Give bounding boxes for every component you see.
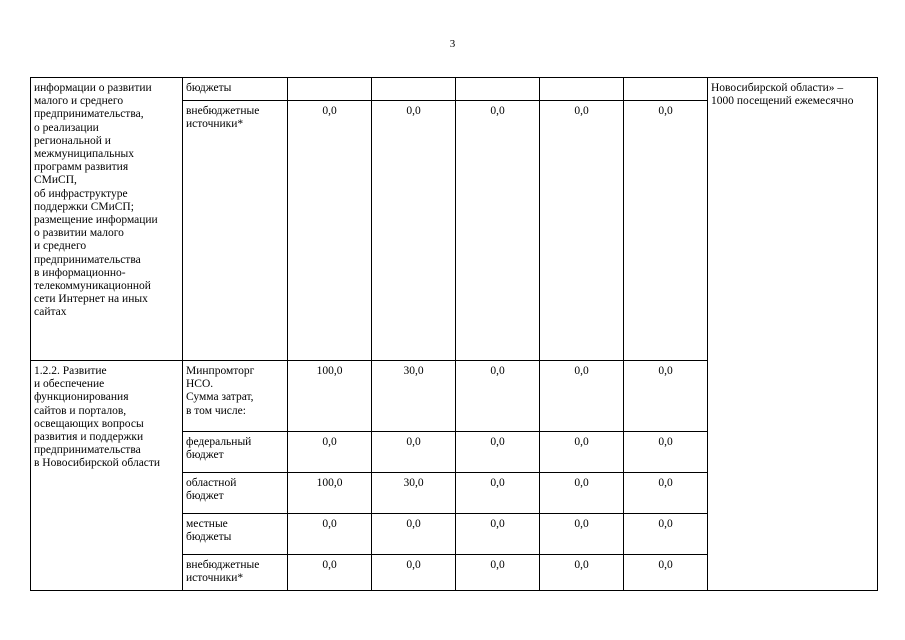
value-cell: 0,0 [624,361,708,432]
value-cell: 0,0 [456,101,540,361]
value-cell: 30,0 [372,361,456,432]
funding-source-cell: внебюджетные источники* [183,555,288,591]
value-cell: 0,0 [624,101,708,361]
value-cell: 100,0 [288,361,372,432]
goal-cell: Новосибирской области» – 1000 посещений ежемесячно [708,78,878,591]
funding-source-cell: местные бюджеты [183,514,288,555]
value-cell [456,78,540,101]
value-cell: 0,0 [540,555,624,591]
funding-source-cell: федеральный бюджет [183,432,288,473]
activity-cell: информации о развитии малого и среднего предпринимательства, о реализации региональной и межмуниципальных программ развития СМиСП, об инфраструктуре поддержки СМиСП; размещение информации о развитии малого и среднего предпринимательства в информационно- телекоммуникационной сети Интернет на иных сайтах [31,78,183,361]
value-cell [624,78,708,101]
value-cell: 0,0 [540,432,624,473]
value-cell [288,78,372,101]
funding-source-cell: внебюджетные источники* [183,101,288,361]
value-cell: 0,0 [540,514,624,555]
value-cell: 0,0 [540,473,624,514]
value-cell: 0,0 [456,361,540,432]
value-cell: 0,0 [456,432,540,473]
value-cell: 0,0 [288,432,372,473]
table-row [31,78,878,101]
value-cell: 100,0 [288,473,372,514]
value-cell: 0,0 [540,101,624,361]
value-cell: 0,0 [456,473,540,514]
value-cell: 0,0 [372,555,456,591]
program-table [30,77,878,591]
funding-source-cell: областной бюджет [183,473,288,514]
value-cell [372,78,456,101]
value-cell: 0,0 [456,555,540,591]
value-cell: 0,0 [624,514,708,555]
value-cell: 0,0 [624,555,708,591]
funding-source-cell: Минпромторг НСО. Сумма затрат, в том числе: [183,361,288,432]
value-cell: 0,0 [372,101,456,361]
value-cell: 0,0 [624,432,708,473]
value-cell: 0,0 [288,555,372,591]
activity-cell: 1.2.2. Развитие и обеспечение функционирования сайтов и порталов, освещающих вопросы развития и поддержки предпринимательства в Новосибирской области [31,361,183,591]
value-cell: 0,0 [288,514,372,555]
value-cell: 0,0 [288,101,372,361]
value-cell: 0,0 [624,473,708,514]
value-cell: 0,0 [372,514,456,555]
value-cell: 0,0 [456,514,540,555]
value-cell: 0,0 [540,361,624,432]
page-number: 3 [449,38,456,50]
funding-source-cell: бюджеты [183,78,288,101]
value-cell [540,78,624,101]
value-cell: 30,0 [372,473,456,514]
value-cell: 0,0 [372,432,456,473]
